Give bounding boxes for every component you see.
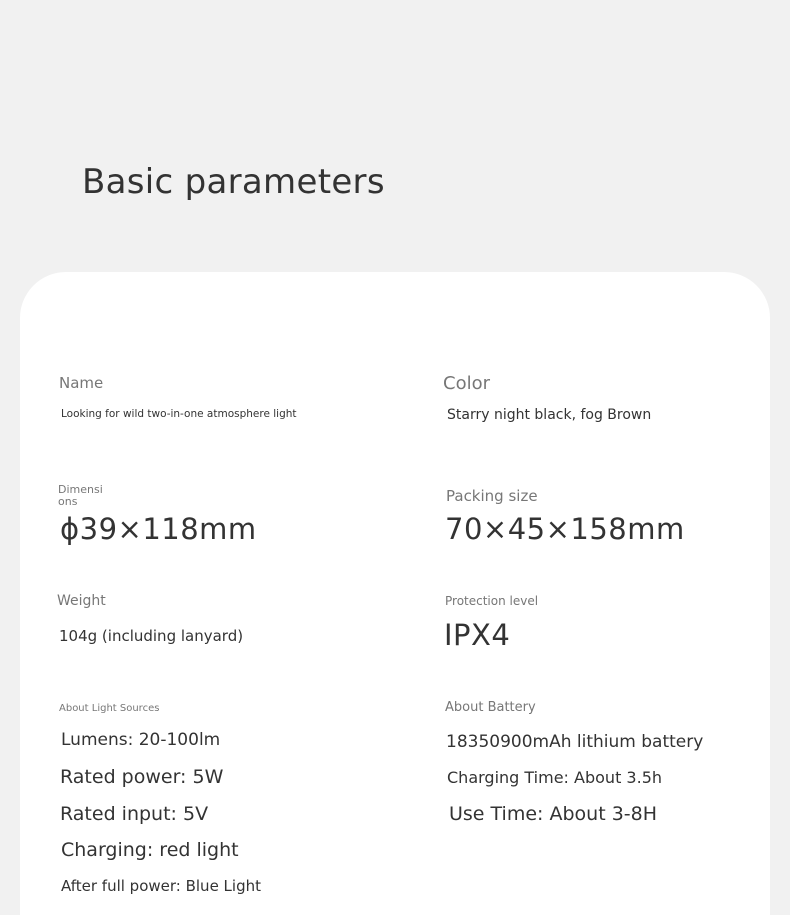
name-label: Name <box>59 374 104 392</box>
name-value: Looking for wild two-in-one atmosphere light <box>61 408 297 420</box>
protection-level-value: IPX4 <box>444 618 511 652</box>
weight-value: 104g (including lanyard) <box>59 627 244 645</box>
dimensions-value: ϕ39×118mm <box>60 512 257 546</box>
charging-indicator-value: Charging: red light <box>61 839 239 861</box>
battery-label: About Battery <box>445 700 536 715</box>
packing-size-value: 70×45×158mm <box>445 512 685 546</box>
charging-time-value: Charging Time: About 3.5h <box>447 768 663 787</box>
lumens-value: Lumens: 20-100lm <box>61 730 221 750</box>
use-time-value: Use Time: About 3-8H <box>449 803 658 825</box>
rated-power-value: Rated power: 5W <box>60 766 224 788</box>
color-value: Starry night black, fog Brown <box>447 407 652 423</box>
light-sources-label: About Light Sources <box>59 703 160 714</box>
weight-label: Weight <box>57 593 106 609</box>
rated-input-value: Rated input: 5V <box>60 803 209 825</box>
dimensions-label: Dimensions <box>58 483 103 508</box>
packing-size-label: Packing size <box>446 487 538 505</box>
battery-type-value: 18350900mAh lithium battery <box>446 732 704 752</box>
color-label: Color <box>443 373 490 394</box>
full-power-indicator-value: After full power: Blue Light <box>61 877 261 895</box>
protection-level-label: Protection level <box>445 594 539 608</box>
page-title: Basic parameters <box>82 162 385 202</box>
